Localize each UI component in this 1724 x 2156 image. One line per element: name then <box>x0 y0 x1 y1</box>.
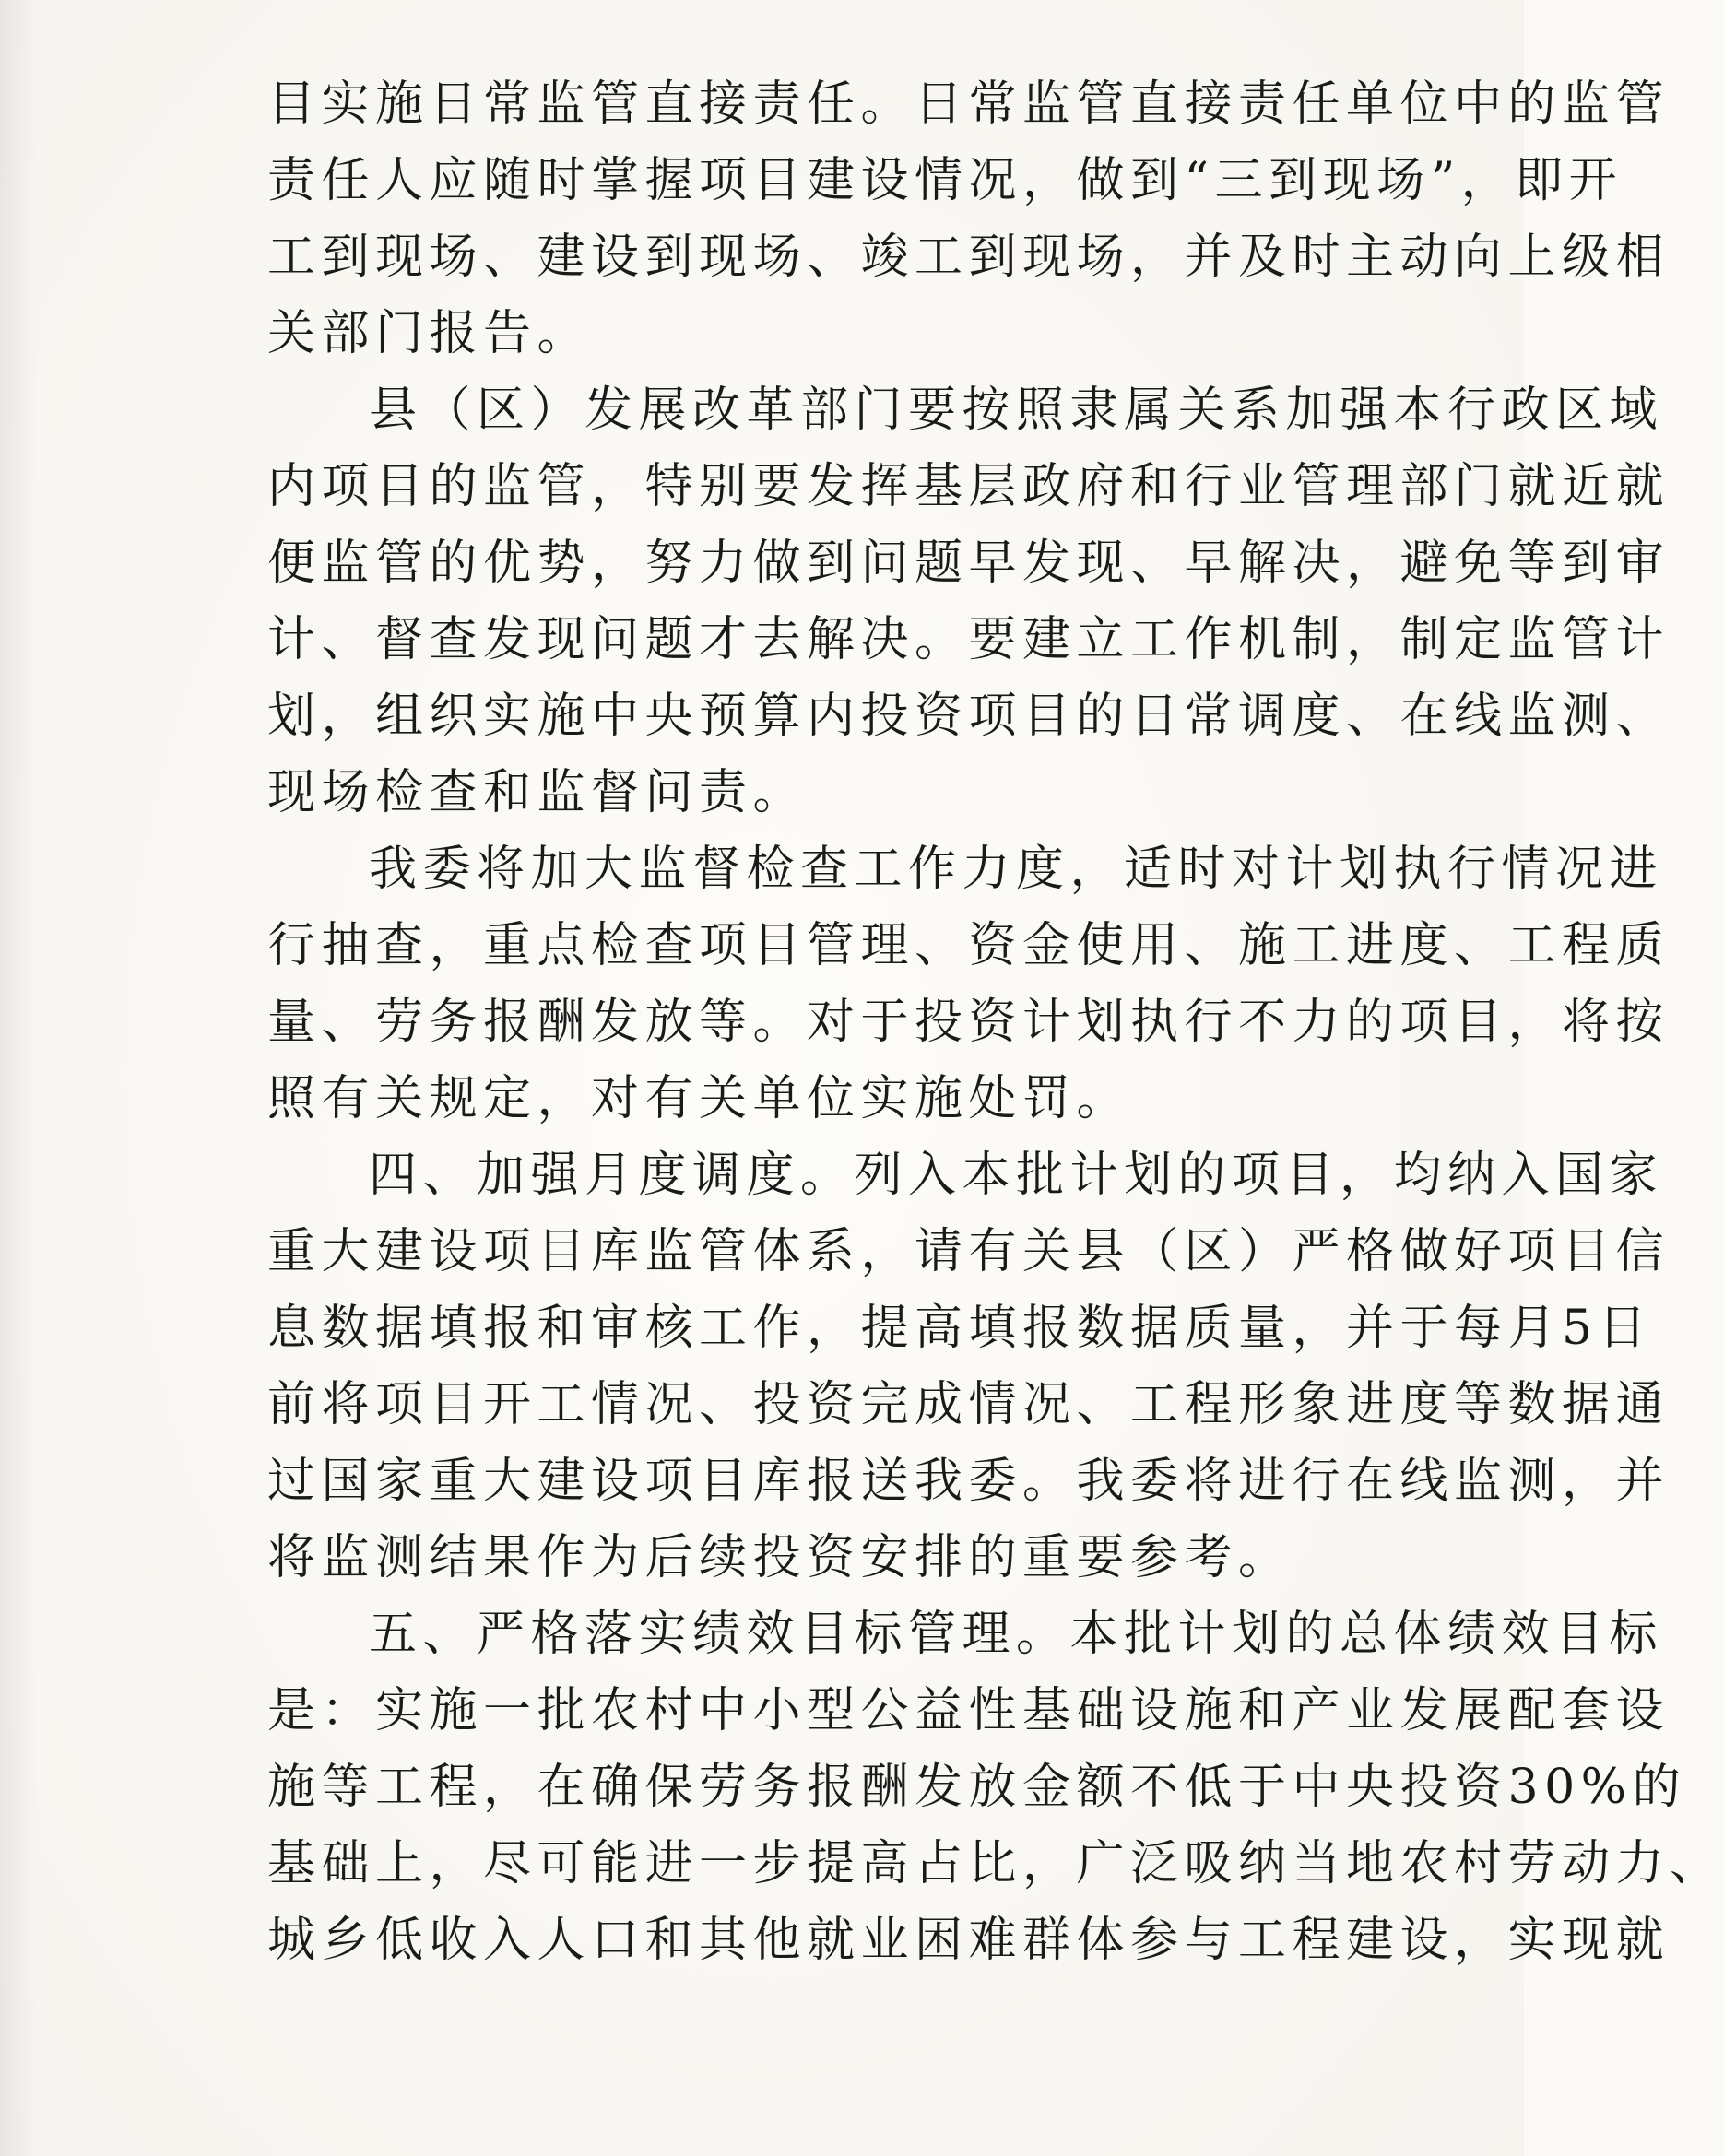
paragraph-start-line: 县（区）发展改革部门要按照隶属关系加强本行政区域 <box>369 383 1664 438</box>
text-line: 过国家重大建设项目库报送我委。我委将进行在线监测，并 <box>267 1454 1671 1509</box>
text-line: 内项目的监管，特别要发挥基层政府和行业管理部门就近就 <box>267 459 1671 514</box>
text-line: 将监测结果作为后续投资安排的重要参考。 <box>267 1530 1293 1585</box>
text-line: 量、劳务报酬发放等。对于投资计划执行不力的项目，将按 <box>267 995 1671 1050</box>
text-line: 目实施日常监管直接责任。日常监管直接责任单位中的监管 <box>267 77 1671 132</box>
text-line: 息数据填报和审核工作，提高填报数据质量，并于每月5日 <box>267 1301 1653 1356</box>
text-line: 基础上，尽可能进一步提高占比，广泛吸纳当地农村劳动力、 <box>267 1836 1724 1891</box>
text-line: 重大建设项目库监管体系，请有关县（区）严格做好项目信 <box>267 1224 1671 1279</box>
text-line: 行抽查，重点检查项目管理、资金使用、施工进度、工程质 <box>267 918 1671 973</box>
text-line: 现场检查和监督问责。 <box>267 765 808 820</box>
text-line: 城乡低收入人口和其他就业困难群体参与工程建设，实现就 <box>267 1913 1671 1968</box>
text-line: 责任人应随时掌握项目建设情况，做到“三到现场”，即开 <box>267 153 1624 208</box>
text-line: 是：实施一批农村中小型公益性基础设施和产业发展配套设 <box>267 1683 1671 1738</box>
text-line: 计、督查发现问题才去解决。要建立工作机制，制定监管计 <box>267 612 1671 667</box>
paragraph-start-line: 五、严格落实绩效目标管理。本批计划的总体绩效目标 <box>369 1607 1664 1662</box>
text-line: 便监管的优势，努力做到问题早发现、早解决，避免等到审 <box>267 536 1671 591</box>
text-line: 前将项目开工情况、投资完成情况、工程形象进度等数据通 <box>267 1377 1671 1432</box>
text-line: 照有关规定，对有关单位实施处罚。 <box>267 1071 1131 1126</box>
document-body <box>267 66 1724 1979</box>
text-line: 关部门报告。 <box>267 306 592 361</box>
paragraph-start-line: 四、加强月度调度。列入本批计划的项目，均纳入国家 <box>369 1148 1664 1203</box>
text-line: 施等工程，在确保劳务报酬发放金额不低于中央投资30%的 <box>267 1760 1687 1815</box>
paragraph-start-line: 我委将加大监督检查工作力度，适时对计划执行情况进 <box>369 842 1664 897</box>
text-line: 划，组织实施中央预算内投资项目的日常调度、在线监测、 <box>267 689 1671 744</box>
text-line: 工到现场、建设到现场、竣工到现场，并及时主动向上级相 <box>267 230 1671 285</box>
